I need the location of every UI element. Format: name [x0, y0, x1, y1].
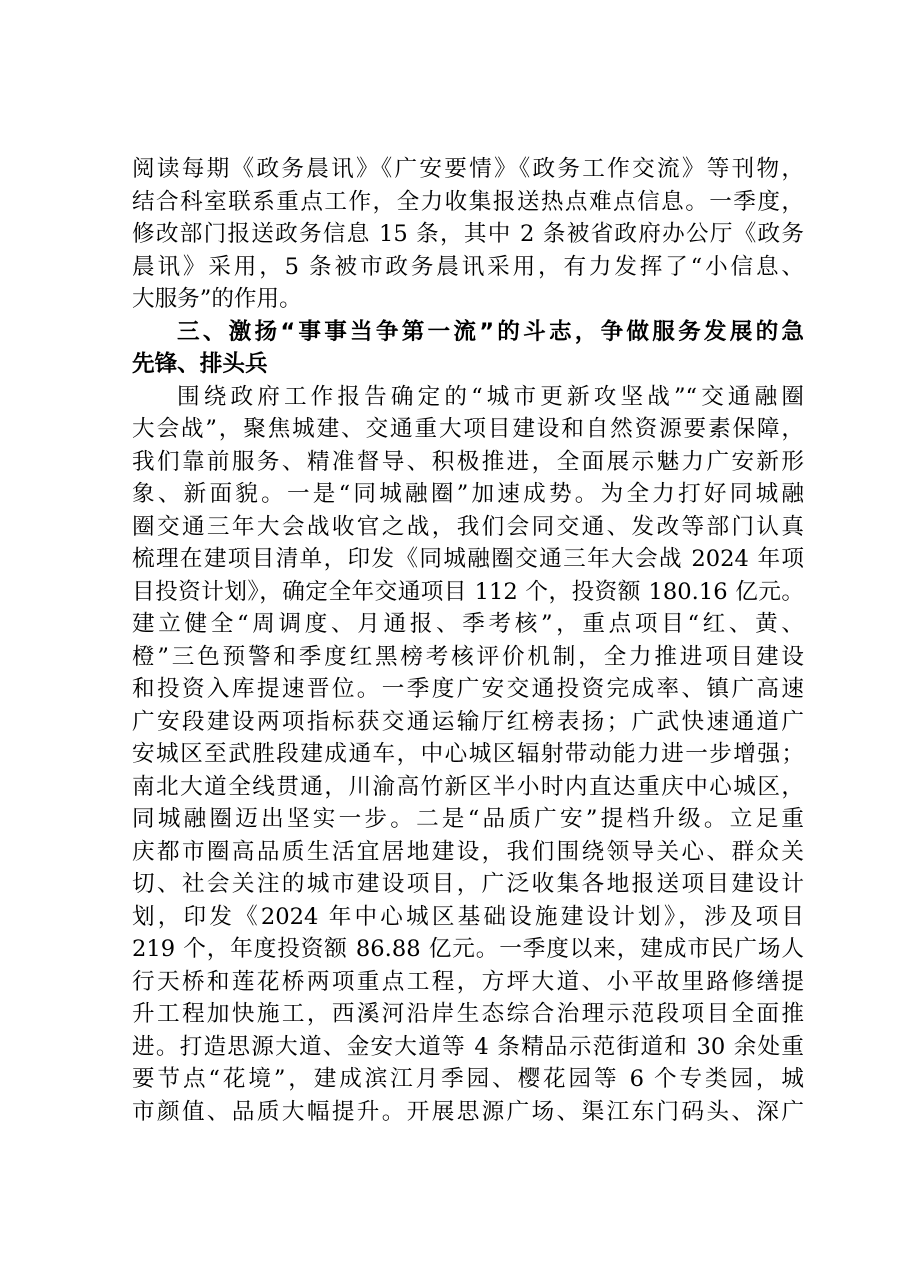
text-line: 结合科室联系重点工作，全力收集报送热点难点信息。一季度，	[132, 188, 804, 215]
section-heading	[132, 316, 804, 381]
text-line: 切、社会关注的城市建设项目，广泛收集各地报送项目建设计	[132, 871, 804, 897]
text-line: 南北大道全线贯通，川渝高竹新区半小时内直达重庆中心城区，	[132, 773, 804, 800]
heading-line: 先锋、排头兵	[132, 351, 268, 377]
text-line: 晨讯》采用，5 条被市政务晨讯采用，有力发挥了“小信息、	[132, 253, 804, 280]
text-line: 阅读每期《政务晨讯》《广安要情》《政务工作交流》等刊物，	[132, 156, 804, 182]
text-line: 市颜值、品质大幅提升。开展思源广场、渠江东门码头、深广	[132, 1098, 804, 1125]
text-line: 要节点“花境”，建成滨江月季园、樱花园等 6 个专类园，城	[132, 1066, 804, 1092]
text-line: 大会战”，聚焦城建、交通重大项目建设和自然资源要素保障，	[132, 416, 804, 442]
text-line: 219 个，年度投资额 86.88 亿元。一季度以来，建成市民广场人	[132, 936, 804, 962]
text-line: 圈交通三年大会战收官之战，我们会同交通、发改等部门认真	[132, 513, 804, 540]
text-line: 庆都市圈高品质生活宜居地建设，我们围绕领导关心、群众关	[132, 838, 804, 865]
text-line: 橙”三色预警和季度红黑榜考核评价机制，全力推进项目建设	[132, 643, 804, 670]
text-line: 象、新面貌。一是“同城融圈”加速成势。为全力打好同城融	[132, 481, 804, 507]
text-line: 升工程加快施工，西溪河沿岸生态综合治理示范段项目全面推	[132, 1001, 804, 1027]
text-line: 和投资入库提速晋位。一季度广安交通投资完成率、镇广高速	[132, 676, 804, 702]
text-line: 目投资计划》，确定全年交通项目 112 个，投资额 180.16 亿元。	[132, 578, 804, 605]
text-line: 行天桥和莲花桥两项重点工程，方坪大道、小平故里路修缮提	[132, 968, 804, 995]
text-line: 建立健全“周调度、月通报、季考核”，重点项目“红、黄、	[132, 611, 804, 637]
text-line: 同城融圈迈出坚实一步。二是“品质广安”提档升级。立足重	[132, 806, 804, 832]
heading-line: 三、激扬“事事当争第一流”的斗志，争做服务发展的急	[177, 318, 804, 345]
text-line: 进。打造思源大道、金安大道等 4 条精品示范街道和 30 余处重	[132, 1033, 804, 1060]
text-line: 安城区至武胜段建成通车，中心城区辐射带动能力进一步增强；	[132, 741, 804, 767]
text-line: 梳理在建项目清单，印发《同城融圈交通三年大会战 2024 年项	[132, 546, 804, 572]
text-line: 划，印发《2024 年中心城区基础设施建设计划》，涉及项目	[132, 903, 804, 930]
text-line: 我们靠前服务、精准督导、积极推进，全面展示魅力广安新形	[132, 448, 804, 475]
text-line: 广安段建设两项指标获交通运输厅红榜表扬；广武快速通道广	[132, 708, 804, 735]
document-body	[132, 153, 804, 1128]
paragraph	[132, 153, 804, 316]
text-line: 大服务”的作用。	[132, 286, 302, 312]
paragraph	[132, 381, 804, 1129]
text-line: 围绕政府工作报告确定的“城市更新攻坚战”“交通融圈	[177, 383, 804, 410]
text-line: 修改部门报送政务信息 15 条，其中 2 条被省政府办公厅《政务	[132, 221, 804, 247]
